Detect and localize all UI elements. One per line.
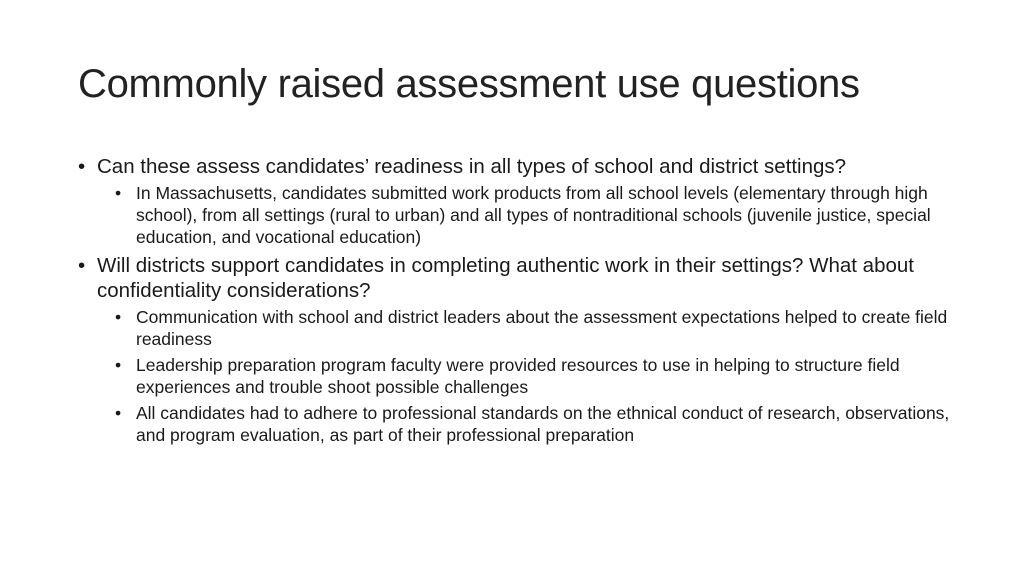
bullet-item [78,154,958,248]
bullet-dot-icon: • [78,254,86,277]
sub-bullet-text: Communication with school and district leaders about the assessment expectations helped to create field readiness [136,307,948,349]
bullet-dot-icon: • [115,403,122,423]
sub-bullet-item [115,402,958,446]
sub-bullet-list [115,182,958,248]
bullet-text: Can these assess candidates’ readiness in all types of school and district settings? [97,155,847,178]
slide-title: Commonly raised assessment use questions [78,62,860,106]
bullet-dot-icon: • [115,307,122,327]
bullet-text: Will districts support candidates in completing authentic work in their settings? What about confidentiality considerations? [97,254,914,302]
bullet-dot-icon: • [115,183,122,203]
sub-bullet-item [115,354,958,398]
slide-content [78,154,958,451]
sub-bullet-list [115,306,958,446]
bullet-dot-icon: • [78,155,86,178]
sub-bullet-item [115,182,958,248]
sub-bullet-text: All candidates had to adhere to professional standards on the ethnical conduct of research, observations, and program evaluation, as part of their professional preparation [136,403,950,445]
sub-bullet-item [115,306,958,350]
bullet-item [78,253,958,446]
sub-bullet-text: In Massachusetts, candidates submitted work products from all school levels (elementary through high school), from all settings (rural to urban) and all types of nontraditional schools (juvenile justice, special education, and vocational education) [136,183,931,247]
bullet-dot-icon: • [115,355,122,375]
sub-bullet-text: Leadership preparation program faculty were provided resources to use in helping to structure field experiences and trouble shoot possible challenges [136,355,900,397]
